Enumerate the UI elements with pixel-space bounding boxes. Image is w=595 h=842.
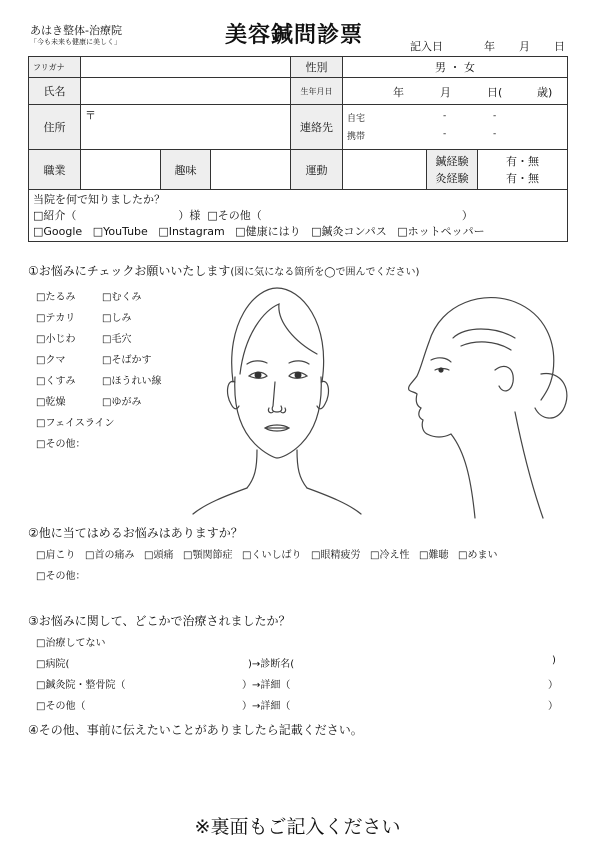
referral-other-close: ） [461, 208, 473, 222]
furigana-label: フリガナ [29, 57, 81, 78]
clinic-name: あはき整体-治療院 [30, 24, 122, 37]
home-dash-1: - [443, 111, 447, 121]
concern-distortion[interactable]: □ゆがみ [102, 397, 142, 408]
treatment-none[interactable]: □治療してない [36, 638, 106, 649]
treatment-other-details[interactable]: ）→詳細（ [242, 701, 291, 712]
concern-pores[interactable]: □毛穴 [102, 334, 132, 345]
date-month-label: 月 [519, 40, 530, 53]
symptom-tmj[interactable]: □顎関節症 [183, 550, 233, 561]
treatment-hospital-end: ) [552, 655, 556, 666]
referral-question: 当院を何で知りましたか？ [33, 192, 165, 206]
patient-info-table [28, 56, 568, 242]
side-eye-pupil [438, 367, 443, 372]
source-instagram[interactable]: □Instagram [158, 224, 225, 238]
experience-labels [427, 150, 478, 190]
source-google[interactable]: □Google [33, 224, 83, 238]
source-kenko-ni-hari[interactable]: □健康にはり [235, 224, 301, 238]
experience-values[interactable] [478, 150, 568, 190]
symptom-dizziness[interactable]: □めまい [458, 550, 498, 561]
address-label: 住所 [29, 105, 81, 150]
section1-note: (図に気になる箇所を◯で囲んでください) [230, 267, 420, 278]
concern-dark-circles[interactable]: □クマ [36, 355, 66, 366]
section1-heading [28, 262, 419, 279]
address-field[interactable] [81, 105, 291, 150]
home-label: 自宅 [347, 114, 366, 124]
treatment-clinic[interactable]: □鍼灸院・整骨院（ [36, 680, 126, 691]
gender-field[interactable]: 男 ・ 女 [343, 57, 568, 78]
referral-line-1 [33, 208, 563, 224]
gender-label: 性別 [291, 57, 343, 78]
treatment-clinic-details[interactable]: ）→詳細（ [242, 680, 291, 691]
symptom-clenching[interactable]: □くいしばり [242, 550, 302, 561]
source-hotpepper[interactable]: □ホットペッパー [397, 224, 485, 238]
referral-source-box [29, 190, 568, 242]
section1-title: ①お悩みにチェックお願いいたします [28, 264, 231, 278]
concern-face-line[interactable]: □フェイスライン [36, 418, 115, 429]
page-title: 美容鍼問診票 [225, 23, 364, 48]
concern-swelling[interactable]: □むくみ [102, 292, 142, 303]
exercise-label: 運動 [291, 150, 343, 190]
clinic-motto: 「今も未来も健康に美しく」 [30, 38, 121, 46]
treatment-other[interactable]: □その他（ [36, 701, 86, 712]
right-eye-pupil [295, 372, 302, 379]
contact-field[interactable] [343, 105, 568, 150]
referral-line-2 [33, 224, 563, 240]
occupation-field[interactable] [81, 150, 161, 190]
occupation-label: 職業 [29, 150, 81, 190]
concern-fine-wrinkles[interactable]: □小じわ [36, 334, 76, 345]
source-youtube[interactable]: □YouTube [92, 224, 148, 238]
front-face-illustration[interactable] [185, 282, 365, 524]
birthdate-year: 年 [393, 86, 404, 99]
symptom-sensitivity-cold[interactable]: □冷え性 [370, 550, 410, 561]
exercise-field[interactable] [343, 150, 427, 190]
concern-other[interactable]: □その他： [36, 439, 86, 450]
side-face-illustration[interactable] [395, 282, 570, 524]
mobile-dash-2: - [493, 129, 497, 139]
concern-spots[interactable]: □しみ [102, 313, 132, 324]
birthdate-day: 日( [487, 86, 503, 99]
symptom-neck-pain[interactable]: □首の痛み [85, 550, 135, 561]
date-label: 記入日 [410, 40, 443, 53]
symptom-other[interactable]: □その他： [36, 571, 86, 582]
referral-introduction[interactable]: □紹介（ [33, 208, 77, 222]
treatment-hospital[interactable]: □病院( [36, 659, 70, 670]
treatment-other-end: ） [548, 701, 558, 712]
symptom-headache[interactable]: □頭痛 [144, 550, 174, 561]
contact-label: 連絡先 [291, 105, 343, 150]
date-year-label: 年 [484, 40, 495, 53]
referral-introduction-suffix: ）様 [178, 208, 201, 222]
left-eye-pupil [255, 372, 262, 379]
treatment-clinic-end: ） [548, 680, 558, 691]
referral-other[interactable]: □その他（ [207, 208, 262, 222]
acupuncture-exp-label: 鍼経験 [435, 154, 469, 168]
section4-title: ④その他、事前に伝えたいことがありましたら記載ください。 [28, 723, 363, 737]
birthdate-label: 生年月日 [291, 78, 343, 105]
furigana-field[interactable] [81, 57, 291, 78]
notes-area[interactable] [28, 742, 567, 802]
moxibustion-exp-value[interactable]: 有・無 [506, 171, 539, 185]
concern-shine[interactable]: □テカリ [36, 313, 76, 324]
source-shinkyu-compass[interactable]: □鍼灸コンパス [311, 224, 387, 238]
treatment-hospital-diagnosis[interactable]: )→診断名( [248, 659, 295, 670]
mobile-label: 携帯 [347, 132, 366, 142]
birthdate-month: 月 [440, 86, 451, 99]
section3-title: ③お悩みに関して、どこかで治療されましたか？ [28, 614, 291, 628]
birthdate-field[interactable] [343, 78, 568, 105]
postal-mark: 〒 [85, 109, 96, 122]
acupuncture-exp-value[interactable]: 有・無 [506, 154, 539, 168]
symptom-eye-strain[interactable]: □眼精疲労 [311, 550, 361, 561]
concern-sagging[interactable]: □たるみ [36, 292, 76, 303]
concern-dullness[interactable]: □くすみ [36, 376, 76, 387]
home-dash-2: - [493, 111, 497, 121]
concern-dryness[interactable]: □乾燥 [36, 397, 66, 408]
symptom-hearing-loss[interactable]: □難聴 [419, 550, 449, 561]
concern-freckles[interactable]: □そばかす [102, 355, 152, 366]
section2-items [36, 546, 497, 561]
hobby-field[interactable] [211, 150, 291, 190]
birthdate-age: 歳) [537, 86, 553, 99]
section2-title: ②他に当てはめるお悩みはありますか？ [28, 526, 243, 540]
symptom-stiff-shoulders[interactable]: □肩こり [36, 550, 76, 561]
mobile-dash-1: - [443, 129, 447, 139]
concern-nasolabial-folds[interactable]: □ほうれい線 [102, 376, 162, 387]
date-day-label: 日 [554, 40, 565, 53]
hobby-label: 趣味 [161, 150, 211, 190]
back-side-note: ※裏面もご記入ください [194, 816, 401, 838]
moxibustion-exp-label: 灸経験 [435, 171, 469, 185]
name-field[interactable] [81, 78, 291, 105]
name-label: 氏名 [29, 78, 81, 105]
